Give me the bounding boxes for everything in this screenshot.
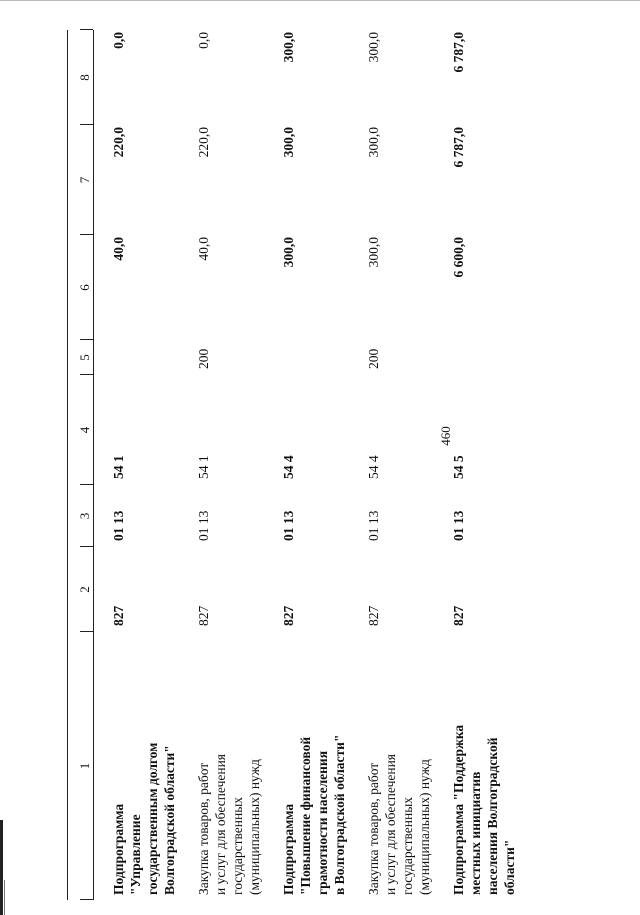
row-amount-year-2: 220,0 xyxy=(111,127,126,158)
row-amount-year-3: 300,0 xyxy=(366,32,381,63)
header-column-divider xyxy=(80,234,93,235)
row-amount-year-1: 40,0 xyxy=(111,237,126,261)
row-target-code: 54 4 xyxy=(281,455,296,479)
row-amount-year-1: 300,0 xyxy=(366,237,381,268)
row-expense-type-code: 200 xyxy=(366,348,381,369)
header-column-divider xyxy=(80,339,93,340)
row-section-code: 01 13 xyxy=(196,510,211,541)
header-column-divider xyxy=(80,374,93,375)
header-column-divider xyxy=(80,631,93,632)
header-column-divider xyxy=(80,29,93,30)
header-column-divider xyxy=(80,899,93,900)
row-amount-year-3: 0,0 xyxy=(196,32,211,49)
column-header-2: 2 xyxy=(77,586,92,593)
column-header-4: 4 xyxy=(77,426,92,434)
row-amount-year-1: 40,0 xyxy=(196,237,211,261)
row-section-code: 01 13 xyxy=(281,510,296,541)
row-amount-year-2: 300,0 xyxy=(281,127,296,158)
column-header-6: 6 xyxy=(77,284,92,291)
row-target-code: 54 1 xyxy=(111,455,126,479)
row-target-code: 54 1 xyxy=(196,455,211,479)
row-section-code: 01 13 xyxy=(111,510,126,541)
row-amount-year-2: 300,0 xyxy=(366,127,381,158)
row-amount-year-1: 300,0 xyxy=(281,237,296,268)
row-amount-year-1: 6 600,0 xyxy=(451,237,466,278)
header-column-divider xyxy=(80,124,93,125)
column-header-3: 3 xyxy=(77,512,92,520)
row-description: Закупка товаров, работ и услуг для обеспечения государственных (муниципальных) нужд xyxy=(366,753,432,895)
header-top-rule xyxy=(67,30,68,900)
header-column-divider xyxy=(80,484,93,485)
header-bottom-rule xyxy=(93,30,94,900)
row-description: Закупка товаров, работ и услуг для обеспечения государственных (муниципальных) нужд xyxy=(196,753,262,895)
column-header-1: 1 xyxy=(77,762,92,770)
row-description: Подпрограмма "Повышение финансовой грамотности населения в Волгоградской области" xyxy=(281,734,347,895)
row-admin-code: 827 xyxy=(366,605,381,626)
row-target-code: 54 4 xyxy=(366,455,381,479)
row-amount-year-3: 300,0 xyxy=(281,32,296,63)
row-target-code: 54 5 xyxy=(451,455,466,479)
row-amount-year-3: 0,0 xyxy=(111,32,126,49)
row-admin-code: 827 xyxy=(451,605,466,626)
row-description: Подпрограмма "Поддержка местных инициатив населения Волгоградской области" xyxy=(451,724,517,895)
header-column-divider xyxy=(80,546,93,547)
row-admin-code: 827 xyxy=(111,605,126,626)
row-section-code: 01 13 xyxy=(366,510,381,541)
column-header-7: 7 xyxy=(77,176,92,184)
row-description: Подпрограмма "Управление государственным долгом Волгоградской области" xyxy=(111,742,177,895)
row-amount-year-2: 6 787,0 xyxy=(451,127,466,168)
row-admin-code: 827 xyxy=(281,605,296,626)
row-section-code: 01 13 xyxy=(451,510,466,541)
row-amount-year-2: 220,0 xyxy=(196,127,211,158)
row-admin-code: 827 xyxy=(196,605,211,626)
column-header-5: 5 xyxy=(77,354,92,361)
row-amount-year-3: 6 787,0 xyxy=(451,32,466,73)
column-header-8: 8 xyxy=(77,74,92,81)
row-expense-type-code: 200 xyxy=(196,348,211,369)
page-number: 460 xyxy=(438,426,453,446)
